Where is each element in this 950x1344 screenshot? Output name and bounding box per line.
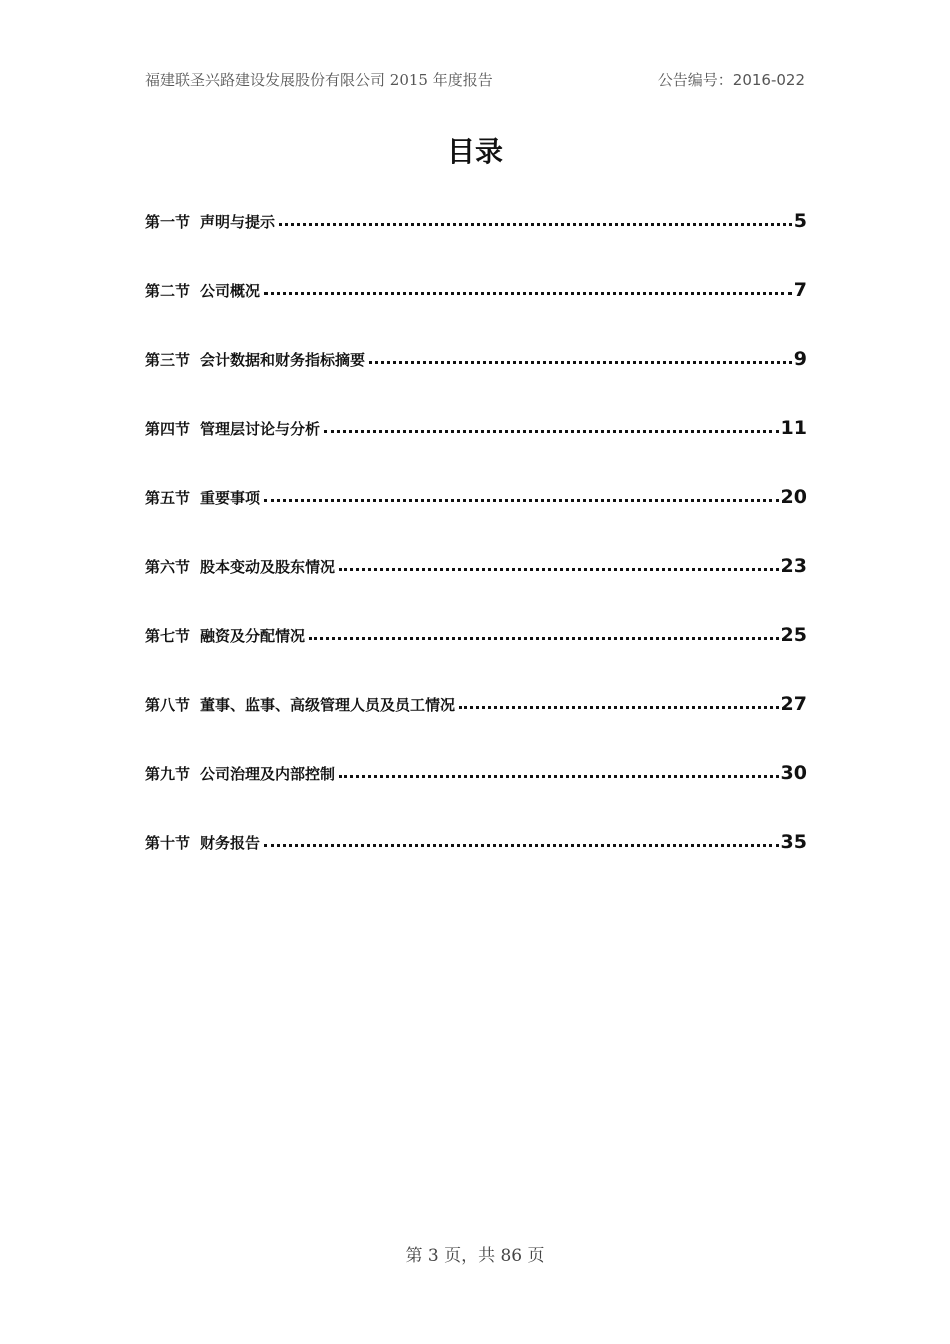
toc-page-number: 35 — [780, 831, 807, 853]
toc-page-number: 30 — [780, 762, 807, 784]
toc-leader-dots — [309, 637, 779, 640]
toc-page-number: 25 — [780, 624, 807, 646]
toc-leader-dots — [279, 223, 792, 226]
toc-entry-section-7[interactable] — [145, 618, 807, 646]
toc-section-title: 董事、监事、高级管理人员及员工情况 — [200, 696, 456, 714]
toc-leader-dots — [339, 775, 779, 778]
toc-page-number: 27 — [780, 693, 807, 715]
toc-leader-dots — [264, 292, 792, 295]
toc-section-number: 第五节 — [145, 489, 191, 507]
header-report-title: 福建联圣兴路建设发展股份有限公司 2015 年度报告 — [145, 71, 493, 89]
toc-section-number: 第二节 — [145, 282, 191, 300]
toc-entry-section-4[interactable] — [145, 411, 807, 439]
toc-section-number: 第四节 — [145, 420, 191, 438]
toc-leader-dots — [339, 568, 779, 571]
page-title: 目录 — [446, 135, 503, 168]
toc-leader-dots — [369, 361, 792, 364]
toc-leader-dots — [459, 706, 779, 709]
toc-page-number: 7 — [793, 279, 807, 301]
toc-entry-section-9[interactable] — [145, 756, 807, 784]
toc-section-number: 第七节 — [145, 627, 191, 645]
toc-entry-section-2[interactable] — [145, 273, 807, 301]
toc-entry-section-3[interactable] — [145, 342, 807, 370]
toc-entry-section-10[interactable] — [145, 825, 807, 853]
toc-page-number: 20 — [780, 486, 807, 508]
toc-leader-dots — [264, 844, 779, 847]
toc-entry-section-5[interactable] — [145, 480, 807, 508]
toc-section-number: 第十节 — [145, 834, 191, 852]
toc-section-number: 第六节 — [145, 558, 191, 576]
toc-page-number: 11 — [780, 417, 807, 439]
toc-section-title: 公司概况 — [200, 282, 261, 300]
toc-leader-dots — [264, 499, 779, 502]
toc-entry-section-8[interactable] — [145, 687, 807, 715]
toc-section-number: 第八节 — [145, 696, 191, 714]
page-footer: 第 3 页，共 86 页 — [405, 1246, 545, 1266]
header-announcement-number: 公告编号：2016-022 — [657, 71, 805, 89]
toc-page-number: 23 — [780, 555, 807, 577]
toc-page-number: 9 — [793, 348, 807, 370]
toc-section-title: 财务报告 — [200, 834, 261, 852]
toc-section-number: 第九节 — [145, 765, 191, 783]
toc-section-title: 股本变动及股东情况 — [200, 558, 336, 576]
toc-leader-dots — [324, 430, 779, 433]
toc-section-title: 公司治理及内部控制 — [200, 765, 336, 783]
toc-section-title: 声明与提示 — [200, 213, 276, 231]
toc-section-title: 重要事项 — [200, 489, 261, 507]
toc-page-number: 5 — [793, 210, 807, 232]
toc-section-title: 管理层讨论与分析 — [200, 420, 321, 438]
toc-section-title: 融资及分配情况 — [200, 627, 306, 645]
toc-section-number: 第三节 — [145, 351, 191, 369]
toc-section-title: 会计数据和财务指标摘要 — [200, 351, 366, 369]
toc-section-number: 第一节 — [145, 213, 191, 231]
toc-entry-section-6[interactable] — [145, 549, 807, 577]
toc-entry-section-1[interactable] — [145, 204, 807, 232]
